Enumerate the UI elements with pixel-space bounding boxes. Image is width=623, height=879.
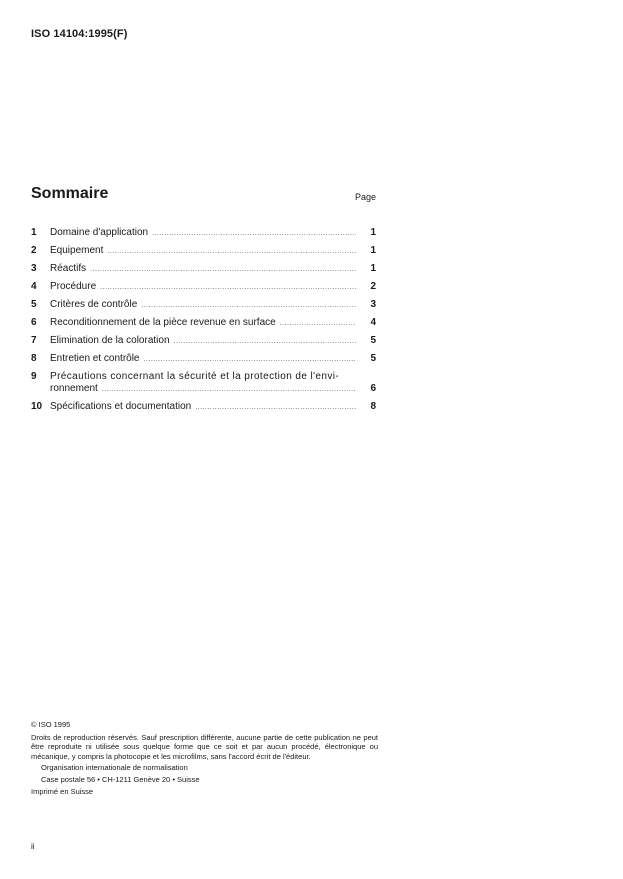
toc-entry-number: 4 xyxy=(31,281,37,292)
toc-entry-text xyxy=(50,263,360,274)
toc-entry[interactable] xyxy=(31,370,378,400)
page-folio: ii xyxy=(31,842,35,851)
toc-entry-page: 5 xyxy=(370,335,376,346)
copyright-mark: © ISO 1995 xyxy=(31,720,71,729)
toc-entry-number: 9 xyxy=(31,371,37,382)
toc-leader-dots xyxy=(100,284,356,291)
table-of-contents xyxy=(31,226,378,418)
toc-leader-dots xyxy=(102,386,356,393)
toc-entry-number: 7 xyxy=(31,335,37,346)
organisation-name: Organisation internationale de normalisation xyxy=(41,763,188,772)
document-id: ISO 14104:1995(F) xyxy=(31,28,128,40)
toc-entry-page: 4 xyxy=(370,317,376,328)
printed-in: Imprimé en Suisse xyxy=(31,787,94,796)
toc-entry-number: 3 xyxy=(31,263,37,274)
toc-entry-page: 1 xyxy=(370,245,376,256)
toc-entry-number: 8 xyxy=(31,353,37,364)
toc-entry-text xyxy=(50,227,360,238)
toc-entry-text xyxy=(50,281,360,292)
toc-entry-number: 1 xyxy=(31,227,37,238)
toc-entry-text xyxy=(50,317,360,328)
toc-entry[interactable] xyxy=(31,226,378,244)
copyright-rights-text: Droits de reproduction réservés. Sauf prescription différente, aucune partie de cette publication ne peut être reproduite ni utilisée sous quelque forme que ce soit et par aucun procédé, électronique ou mécanique, y compris la photocopie et les microfilms, sans l'accord écrit de l'éditeur. xyxy=(31,732,378,761)
toc-entry-page: 8 xyxy=(370,401,376,412)
toc-entry-number: 10 xyxy=(31,401,43,412)
toc-leader-dots xyxy=(174,338,356,345)
toc-entry-page: 6 xyxy=(370,383,376,394)
toc-entry-text xyxy=(50,245,360,256)
toc-entry-number: 6 xyxy=(31,317,37,328)
toc-leader-dots xyxy=(90,266,356,273)
copyright-block xyxy=(31,720,378,797)
toc-entry-page: 2 xyxy=(370,281,376,292)
toc-entry-page: 3 xyxy=(370,299,376,310)
toc-entry-label: Domaine d'application xyxy=(50,227,149,238)
toc-entry-page: 5 xyxy=(370,353,376,364)
toc-entry-label: Équipement xyxy=(50,245,104,256)
toc-leader-dots xyxy=(152,230,356,237)
toc-entry-text xyxy=(50,401,360,412)
toc-entry-label: Reconditionnement de la pièce revenue en surface xyxy=(50,317,276,328)
toc-entry-text xyxy=(50,383,360,394)
toc-entry-number: 5 xyxy=(31,299,37,310)
toc-leader-dots xyxy=(195,404,356,411)
toc-leader-dots xyxy=(107,248,356,255)
toc-entry[interactable] xyxy=(31,280,378,298)
toc-entry[interactable] xyxy=(31,298,378,316)
toc-entry[interactable] xyxy=(31,316,378,334)
toc-entry-label: Élimination de la coloration xyxy=(50,335,170,346)
toc-leader-dots xyxy=(141,302,356,309)
toc-entry-text xyxy=(50,299,360,310)
toc-entry-text xyxy=(50,335,360,346)
toc-leader-dots xyxy=(280,320,356,327)
toc-entry-text xyxy=(50,353,360,364)
toc-entry-label: Spécifications et documentation xyxy=(50,401,192,412)
toc-leader-dots xyxy=(144,356,357,363)
toc-entry-label-line2: ronnement xyxy=(50,383,98,394)
organisation-address: Case postale 56 • CH-1211 Genève 20 • Suisse xyxy=(41,774,200,784)
toc-entry-label: Entretien et contrôle xyxy=(50,353,140,364)
toc-entry-number: 2 xyxy=(31,245,37,256)
toc-entry[interactable] xyxy=(31,334,378,352)
toc-entry[interactable] xyxy=(31,400,378,418)
toc-entry-label: Réactifs xyxy=(50,263,87,274)
toc-entry-page: 1 xyxy=(370,227,376,238)
toc-entry[interactable] xyxy=(31,244,378,262)
toc-page-column-label: Page xyxy=(355,192,377,202)
toc-entry-label: Critères de contrôle xyxy=(50,299,138,310)
toc-entry-label: Procédure xyxy=(50,281,97,292)
toc-entry[interactable] xyxy=(31,352,378,370)
toc-entry-page: 1 xyxy=(370,263,376,274)
toc-entry-label-line1: Précautions concernant la sécurité et la protection de l'envi- xyxy=(50,371,340,382)
toc-entry[interactable] xyxy=(31,262,378,280)
toc-title: Sommaire xyxy=(31,185,109,202)
